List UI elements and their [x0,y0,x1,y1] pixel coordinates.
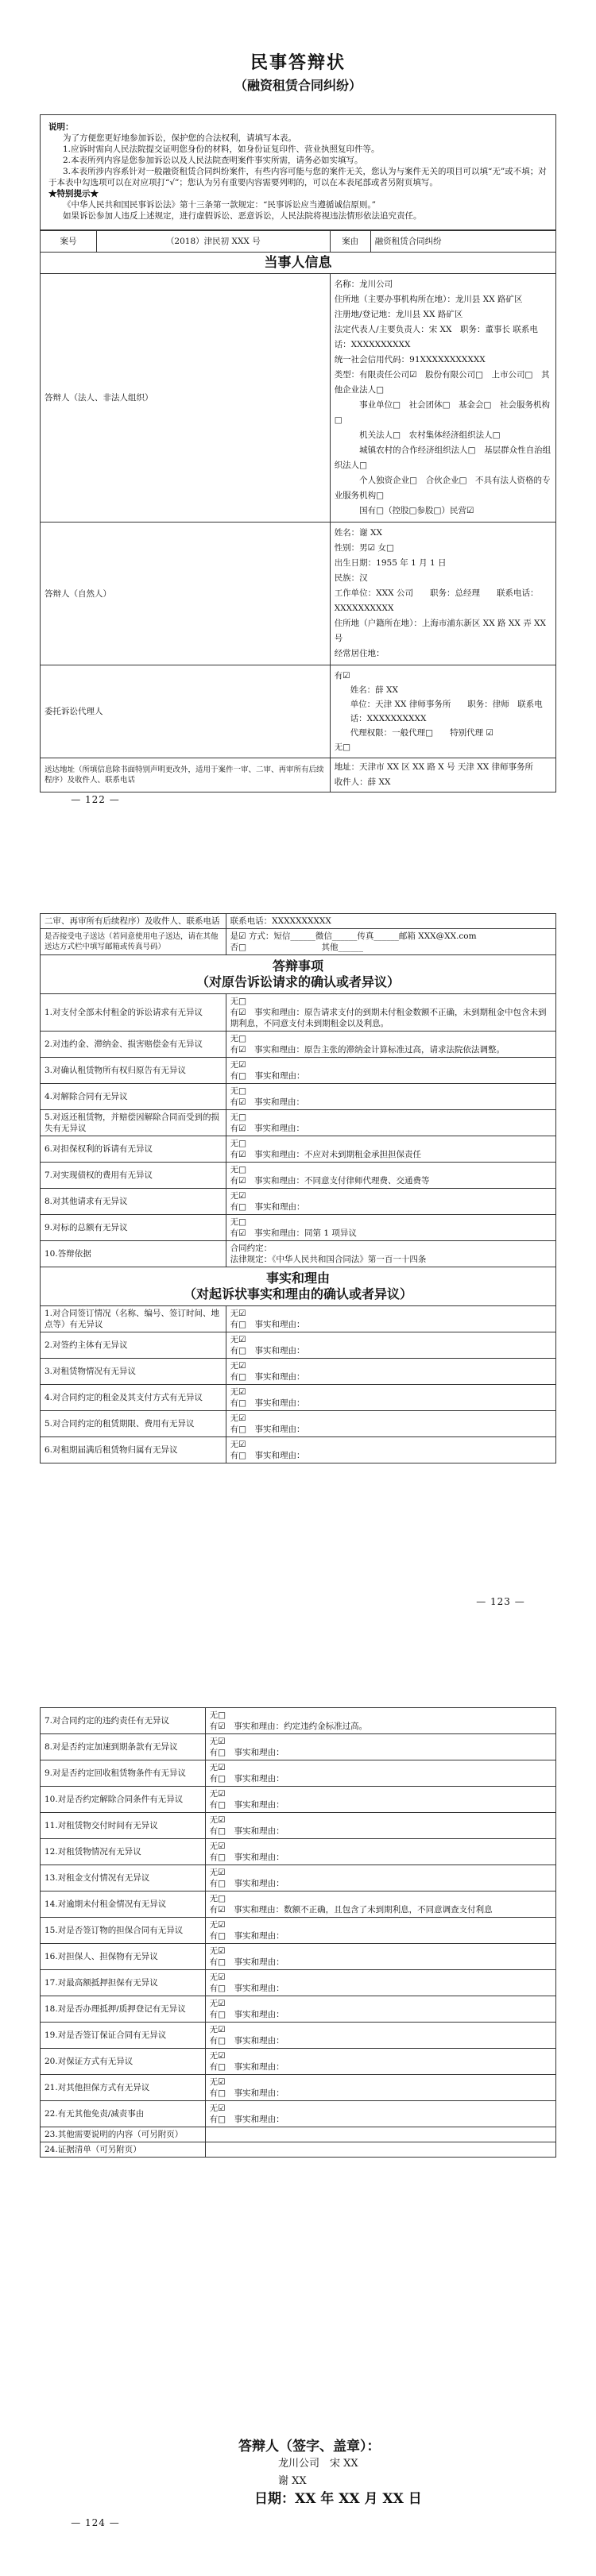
page-number: — 124 — [71,2517,120,2528]
answer-line: 有□ 事实和理由： [230,1320,305,1329]
answer-line: 有□ 事实和理由： [209,2010,284,2019]
row-label: 19.对是否签订保证合同有无异议 [41,2023,206,2049]
row-answer [226,1163,555,1189]
answer-line: 有□ 事实和理由： [209,2115,284,2124]
row-label: 22.有无其他免责/减责事由 [41,2101,206,2127]
table-row [41,1032,556,1058]
row-answer [205,1734,555,1760]
row-answer [226,1215,555,1241]
legal-line: 法定代表人/主要负责人：宋 XX 职务：董事长 联系电话：XXXXXXXXXX [334,325,538,349]
row-label: 13.对租金支付情况有无异议 [41,1865,206,1892]
page-123 [40,913,556,1612]
natural-line: 工作单位：XXX 公司 职务：总经理 联系电话：XXXXXXXXXX [334,588,539,613]
party-info-table [40,230,556,792]
row-answer [205,1970,555,1996]
row-answer [205,2075,555,2101]
table-row [41,2049,556,2075]
row-answer [205,1813,555,1839]
agent-line: 姓名：薛 XX [350,685,398,695]
row-answer [205,1787,555,1813]
answer-line: 无□ [230,1113,247,1122]
table-row [41,1944,556,1970]
case-cause-value: 融资租赁合同纠纷 [370,231,555,253]
answer-line: 无☑ [209,1815,226,1825]
table-row [41,1332,556,1359]
facts-section-subtitle: （对起诉状事实和理由的确认或者异议） [183,1286,412,1301]
answer-line: 有☑ 事实和理由：约定违约金标准过高。 [209,1722,368,1731]
answer-line: 无☑ [209,1737,226,1746]
row-answer [226,1385,555,1411]
table-row [41,1787,556,1813]
answer-line: 无☑ [209,2077,226,2087]
agent-line: 单位：天津 XX 律师事务所 职务：律师 联系电话：XXXXXXXXXX [350,700,543,723]
answer-line: 无☑ [230,1387,246,1397]
row-label: 12.对租赁物情况有无异议 [41,1839,206,1865]
row-label: 9.对是否约定回收租赁物条件有无异议 [41,1760,206,1787]
row-answer [205,1865,555,1892]
page-number: — 122 — [71,794,120,805]
row-answer [226,1084,555,1110]
answer-line: 有□ 事实和理由： [209,2036,284,2046]
answer-line: 无☑ [209,1920,226,1930]
table-row [41,2142,556,2158]
e-service-value: 是☑ 方式：短信______微信______传真______邮箱 XXX@XX.com 否□ 其他______ [226,929,555,955]
contact-label: 二审、再审所有后续程序）及收件人、联系电话 [41,914,226,929]
case-row [41,231,556,253]
instructions-box [40,114,556,230]
row-answer [226,1110,555,1136]
legal-line: 注册地/登记地：龙川县 XX 路矿区 [334,310,463,319]
natural-line: 民族：汉 [334,573,368,583]
table-row [41,1359,556,1385]
answer-line: 有☑ 事实和理由： [230,1124,305,1133]
natural-person-row [41,523,556,665]
legal-line: 住所地（主要办事机构所在地）：龙川县 XX 路矿区 [334,295,523,304]
row-label: 17.对最高额抵押担保有无异议 [41,1970,206,1996]
answer-line: 无☑ [209,2025,226,2034]
answer-line: 有□ 事实和理由： [209,1931,284,1941]
answer-line: 无☑ [230,1309,246,1318]
table-row [41,1306,556,1332]
natural-line: 姓名：谢 XX [334,528,382,538]
row-label: 9.对标的总额有无异议 [41,1215,226,1241]
row-label: 2.对违约金、滞纳金、损害赔偿金有无异议 [41,1032,226,1058]
row-answer [205,2049,555,2075]
answer-line [210,2144,551,2155]
row-label: 3.对租赁物情况有无异议 [41,1359,226,1385]
answer-section-title: 答辩事项 [272,958,323,974]
row-label: 18.对是否办理抵押/质押登记有无异议 [41,1996,206,2023]
row-answer [226,1189,555,1215]
answer-line: 有□ 事实和理由： [230,1425,305,1434]
agent-label: 委托诉讼代理人 [41,665,331,758]
answer-line: 无□ [209,1710,226,1720]
row-label: 4.对合同约定的租金及其支付方式有无异议 [41,1385,226,1411]
legal-line: 个人独资企业□ 合伙企业□ 不具有法人资格的专业服务机构□ [334,476,551,500]
natural-person-label: 答辩人（自然人） [41,523,331,665]
row-label: 20.对保证方式有无异议 [41,2049,206,2075]
answer-line: 无□ [230,997,247,1006]
table-row [41,1970,556,1996]
table-row [41,1865,556,1892]
row-answer [226,1437,555,1463]
answer-line: 无☑ [230,1191,246,1201]
answer-line: 有□ 事实和理由： [209,1774,284,1784]
answer-line: 有□ 事实和理由： [230,1202,305,1212]
answer-line: 无☑ [209,1999,226,2008]
table-row [41,1918,556,1944]
row-answer [205,2023,555,2049]
agent-row [41,665,556,758]
table-row [41,1996,556,2023]
table-row [41,2023,556,2049]
page-122 [40,32,556,818]
answer-line: 有☑ 事实和理由：数额不正确，且包含了未到期利息，不同意调查支付利息 [209,1905,493,1915]
answer-line: 有□ 事实和理由： [209,2062,284,2072]
row-answer [226,994,555,1032]
answer-line: 无☑ [209,1789,226,1799]
row-label: 1.对合同签订情况（名称、编号、签订时间、地点等）有无异议 [41,1306,226,1332]
row-answer [226,1306,555,1332]
instructions-title: 说明： [48,122,74,132]
row-label: 3.对确认租赁物所有权归原告有无异议 [41,1058,226,1084]
natural-line: 住所地（户籍所在地）：上海市浦东新区 XX 路 XX 弄 XX 号 [334,619,546,643]
contact-value: 联系电话：XXXXXXXXXX [226,914,555,929]
table-row [41,2075,556,2101]
row-answer [205,2101,555,2127]
table-row [41,1892,556,1918]
natural-line: 出生日期：1955 年 1 月 1 日 [334,558,447,568]
row-label: 16.对担保人、担保物有无异议 [41,1944,206,1970]
contact-row [41,914,556,929]
answer-line: 有□ 事实和理由： [230,1372,305,1382]
instruction-line: 3.本表所涉内容系针对一般融资租赁合同纠纷案件，有些内容可能与您的案件无关，您认为与案件无关的项目可以填“无”或不填；对于本表中勾选项可以在对应项打“√”；您认为另有重要内容需要列明的，可以在本表尾部或者另附页填写。 [48,167,547,187]
row-label: 8.对是否约定加速到期条款有无异议 [41,1734,206,1760]
row-label: 6.对担保权利的诉请有无异议 [41,1136,226,1163]
answer-line: 无☑ [230,1361,246,1371]
instruction-line: 为了方便您更好地参加诉讼，保护您的合法权利，请填写本表。 [63,133,296,143]
natural-line: 经常居住地： [334,649,385,658]
row-label: 24.证据清单（可另附页） [41,2142,206,2158]
answer-line: 有☑ 事实和理由：原告请求支付的到期未付租金数额不正确，未到期租金中包含未到期利息，不同意支付未到期租金以及利息。 [230,1008,547,1028]
row-label: 10.对是否约定解除合同条件有无异议 [41,1787,206,1813]
row-answer [205,1892,555,1918]
table-row [41,1813,556,1839]
case-no-label: 案号 [41,231,97,253]
legal-line: 城镇农村的合作经济组织法人□ 基层群众性自治组织法人□ [334,445,551,470]
answer-line: 无□ [230,1217,247,1227]
legal-line: 国有□（控股□参股□）民营☑ [334,506,474,515]
row-label: 8.对其他请求有无异议 [41,1189,226,1215]
answer-line: 无□ [230,1165,247,1174]
answer-line: 无☑ [209,1868,226,1877]
row-answer [226,1058,555,1084]
instruction-line: 1.应诉时需向人民法院提交证明您身份的材料，如身份证复印件、营业执照复印件等。 [63,145,380,154]
party-info-header: 当事人信息 [41,253,556,274]
answer-line: 有☑ 事实和理由：不应对未到期租金承担担保责任 [230,1150,422,1159]
answer-line: 有□ 事实和理由： [209,1748,284,1757]
e-service-label: 是否接受电子送达（若同意使用电子送达，请在其他送达方式栏中填写邮箱或传真号码） [41,929,226,955]
row-label: 10.答辩依据 [41,1241,226,1267]
document-subtitle: （融资租赁合同纠纷） [234,78,362,93]
instruction-line: 如果诉讼参加人违反上述规定，进行虚假诉讼、恶意诉讼，人民法院将视违法情形依法追究责任。 [63,211,422,221]
agent-line: 有☑ [334,671,350,681]
row-answer [226,1032,555,1058]
table-row [41,1385,556,1411]
answer-line: 有□ 事实和理由： [209,1826,284,1836]
answer-line: 无☑ [209,1841,226,1851]
answer-line: 无□ [230,1034,247,1043]
agent-line: 代理权限：一般代理□ 特别代理 ☑ [350,728,493,738]
table-row [41,1136,556,1163]
row-answer [205,2127,555,2142]
table-row [41,1839,556,1865]
row-answer [205,1918,555,1944]
answer-line: 无☑ [209,2051,226,2061]
answer-line: 无☑ [230,1440,246,1449]
answer-table [40,913,556,1463]
page-124 [40,1707,556,2533]
answer-line: 有□ 事实和理由： [209,1879,284,1888]
service-line: 收件人：薛 XX [334,777,391,787]
natural-line: 性别：男☑ 女□ [334,543,394,553]
row-label: 14.对逾期未付租金情况有无异议 [41,1892,206,1918]
table-row [41,1189,556,1215]
row-label: 5.对返还租赁物，并赔偿因解除合同而受到的损失有无异议 [41,1110,226,1136]
service-address-row [41,758,556,792]
table-row [41,2127,556,2142]
row-answer [226,1332,555,1359]
case-no-value: （2018）津民初 XXX 号 [97,231,331,253]
legal-entity-row [41,274,556,523]
answer-line: 法律规定：《中华人民共和国合同法》第一百一十四条 [230,1255,427,1264]
signature-title: 答辩人（签字、盖章）： [238,2439,381,2455]
answer-line: 无□ [230,1139,247,1148]
answer-line [210,2129,551,2140]
row-label: 11.对租赁物交付时间有无异议 [41,1813,206,1839]
signature-block [238,2438,540,2508]
legal-line: 机关法人□ 农村集体经济组织法人□ [334,430,501,440]
row-answer [226,1241,555,1267]
answer-line: 有□ 事实和理由： [209,1984,284,1993]
answer-line: 有□ 事实和理由： [209,1800,284,1810]
row-label: 6.对租期届满后租赁物归属有无异议 [41,1437,226,1463]
signature-company: 龙川公司 宋 XX [278,2458,358,2470]
agent-line: 无□ [334,742,351,752]
answer-line: 无☑ [209,1763,226,1772]
row-answer [226,1411,555,1437]
case-cause-label: 案由 [330,231,370,253]
row-label: 23.其他需要说明的内容（可另附页） [41,2127,206,2142]
answer-line: 无☑ [230,1335,246,1344]
row-label: 15.对是否签订物的担保合同有无异议 [41,1918,206,1944]
answer-line: 无☑ [230,1060,246,1070]
legal-line: 统一社会信用代码：91XXXXXXXXXXX [334,355,486,364]
row-label: 1.对支付全部未付租金的诉讼请求有无异议 [41,994,226,1032]
answer-line: 有□ 事实和理由： [209,1957,284,1967]
answer-line: 有☑ 事实和理由：不同意支付律师代理费、交通费等 [230,1176,430,1186]
facts-table-continued [40,1707,556,2158]
legal-line: 事业单位□ 社会团体□ 基金会□ 社会服务机构□ [334,400,550,425]
service-line: 地址：天津市 XX 区 XX 路 X 号 天津 XX 律师事务所 [334,762,534,772]
table-row [41,1411,556,1437]
row-answer [205,1760,555,1787]
table-row [41,1163,556,1189]
answer-line: 无☑ [209,2104,226,2113]
table-row [41,1084,556,1110]
answer-line: 无□ [230,1086,247,1096]
document-title: 民事答辩状 [250,52,346,73]
table-row [41,1215,556,1241]
answer-line: 有□ 事实和理由： [209,1853,284,1862]
answer-section-subtitle: （对原告诉讼请求的确认或者异议） [195,974,400,989]
row-answer [205,1708,555,1734]
answer-line: 有□ 事实和理由： [230,1346,305,1355]
answer-line: 有☑ 事实和理由：原告主张的滞纳金计算标准过高，请求法院依法调整。 [230,1045,505,1055]
facts-section-title: 事实和理由 [265,1271,330,1286]
instruction-line: 《中华人民共和国民事诉讼法》第十三条第一款规定：“民事诉讼应当遵循诚信原则。” [63,200,376,210]
answer-line: 有☑ 事实和理由：同第 1 项异议 [230,1228,357,1238]
signature-person: 谢 XX [278,2475,307,2487]
answer-line: 有□ 事实和理由： [230,1398,305,1408]
page-number: — 123 — [476,1596,525,1607]
table-row [41,1760,556,1787]
table-row [41,1241,556,1267]
answer-line: 有□ 事实和理由： [230,1451,305,1460]
special-notice-title: ★特别提示★ [48,189,99,199]
row-label: 2.对签约主体有无异议 [41,1332,226,1359]
table-row [41,1110,556,1136]
service-address-label: 送达地址（所填信息除书面特别声明更改外，适用于案件一审、二审、再审所有后续程序）及收件人、联系电话 [41,758,331,792]
signature-date: 日期：XX 年 XX 月 XX 日 [254,2491,422,2507]
row-answer [226,1136,555,1163]
table-row [41,994,556,1032]
answer-line: 无☑ [209,1946,226,1956]
legal-entity-label: 答辩人（法人、非法人组织） [41,274,331,523]
table-row [41,1058,556,1084]
row-label: 4.对解除合同有无异议 [41,1084,226,1110]
answer-line: 有□ 事实和理由： [209,2088,284,2098]
row-label: 7.对实现债权的费用有无异议 [41,1163,226,1189]
row-answer [205,1839,555,1865]
legal-line: 名称：龙川公司 [334,280,393,289]
instruction-line: 2.本表所列内容是您参加诉讼以及人民法院查明案件事实所需，请务必如实填写。 [63,156,363,165]
row-answer [205,2142,555,2158]
answer-line: 有☑ 事实和理由： [230,1097,305,1107]
table-row [41,2101,556,2127]
answer-line: 有□ 事实和理由： [230,1071,305,1081]
row-answer [205,1996,555,2023]
answer-line: 合同约定： [230,1244,273,1253]
table-row [41,1708,556,1734]
e-service-row [41,929,556,955]
legal-line: 类型：有限责任公司☑ 股份有限公司□ 上市公司□ 其他企业法人□ [334,370,550,395]
table-row [41,1734,556,1760]
row-label: 5.对合同约定的租赁期限、费用有无异议 [41,1411,226,1437]
table-row [41,1437,556,1463]
row-label: 7.对合同约定的违约责任有无异议 [41,1708,206,1734]
row-label: 21.对其他担保方式有无异议 [41,2075,206,2101]
answer-line: 无☑ [209,1972,226,1982]
row-answer [205,1944,555,1970]
answer-line: 无□ [209,1894,226,1903]
row-answer [226,1359,555,1385]
answer-line: 无☑ [230,1413,246,1423]
